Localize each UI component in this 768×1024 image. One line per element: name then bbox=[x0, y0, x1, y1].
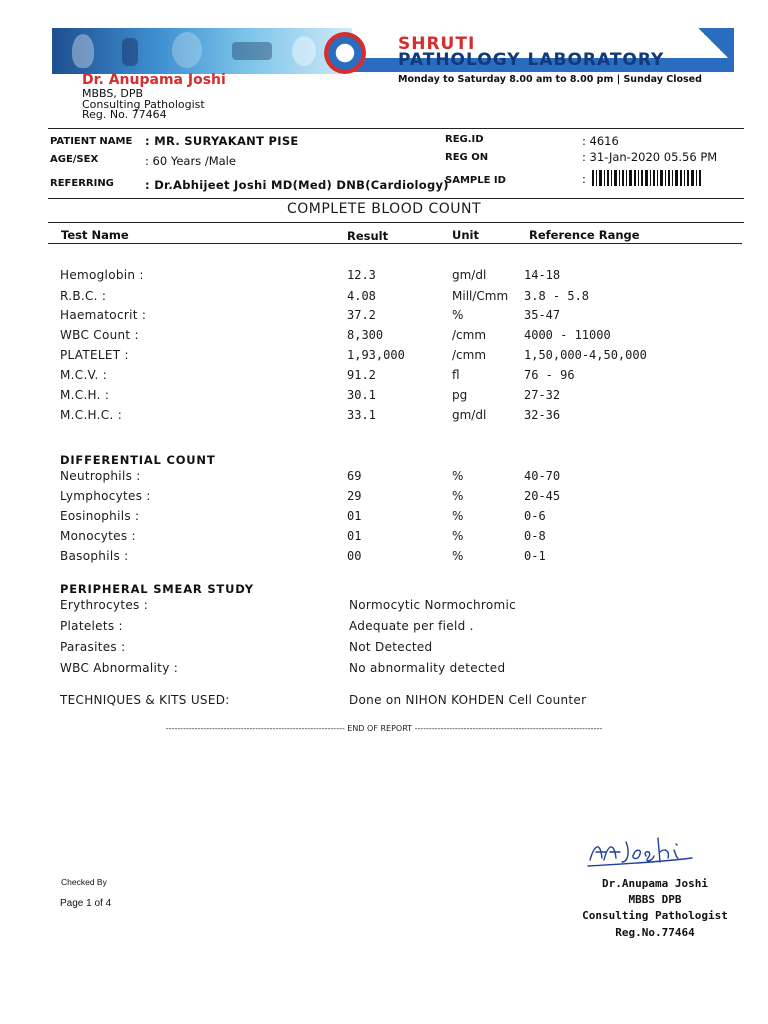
banner-corner bbox=[692, 28, 734, 58]
referring-doctor: : Dr.Abhijeet Joshi MD(Med) DNB(Cardiology) bbox=[145, 178, 449, 192]
end-of-report: -------------------------------------------------------------- END OF REPORT ----------------------------------------------------------------- bbox=[165, 724, 603, 733]
table-row: WBC Count : 8,300 /cmm 4000 - 11000 bbox=[60, 328, 611, 342]
cell-graphic bbox=[172, 32, 202, 68]
table-row: R.B.C. : 4.08 Mill/Cmm 3.8 - 5.8 bbox=[60, 289, 590, 303]
table-row: Eosinophils : 01 % 0-6 bbox=[60, 509, 546, 523]
reg-id-label: REG.ID bbox=[445, 134, 484, 145]
differential-count-title: DIFFERENTIAL COUNT bbox=[60, 453, 216, 467]
header-doctor-qual: MBBS, DPB bbox=[82, 87, 144, 100]
divider-mid bbox=[48, 198, 744, 199]
table-row: Haematocrit : 37.2 % 35-47 bbox=[60, 308, 561, 322]
lab-logo-icon bbox=[324, 32, 366, 74]
patient-name: : MR. SURYAKANT PISE bbox=[145, 134, 299, 148]
checked-by: Checked By bbox=[61, 877, 107, 887]
signatory-role: Consulting Pathologist bbox=[582, 909, 728, 922]
list-item: Parasites : Not Detected bbox=[60, 640, 433, 654]
report-title: COMPLETE BLOOD COUNT bbox=[286, 201, 482, 217]
header-doctor-role: Consulting Pathologist bbox=[82, 98, 205, 111]
barcode-icon bbox=[592, 170, 704, 192]
divider-header bbox=[48, 243, 742, 244]
table-row: Lymphocytes : 29 % 20-45 bbox=[60, 489, 561, 503]
techniques-row bbox=[0, 693, 768, 713]
reg-on-label: REG ON bbox=[445, 152, 489, 163]
divider-top bbox=[48, 128, 744, 129]
lab-name-line2: PATHOLOGY LABORATORY bbox=[398, 50, 665, 70]
lab-name-line1: SHRUTI bbox=[398, 34, 476, 54]
lab-header-banner bbox=[52, 28, 734, 120]
sample-id-label: SAMPLE ID bbox=[445, 175, 506, 186]
list-item: WBC Abnormality : No abnormality detected bbox=[60, 661, 506, 675]
techniques-value: Done on NIHON KOHDEN Cell Counter bbox=[349, 693, 587, 707]
reg-id: : 4616 bbox=[582, 134, 619, 148]
lab-timings: Monday to Saturday 8.00 am to 8.00 pm | Sunday Closed bbox=[398, 74, 702, 85]
col-reference-range: Reference Range bbox=[529, 228, 640, 242]
signatory-name: Dr.Anupama Joshi bbox=[602, 877, 708, 890]
col-result: Result bbox=[347, 229, 389, 243]
test-tube-graphic bbox=[122, 38, 138, 66]
signatory-qualification: MBBS DPB bbox=[628, 893, 682, 906]
referring-label: REFERRING bbox=[50, 178, 114, 189]
table-row: M.C.H. : 30.1 pg 27-32 bbox=[60, 388, 561, 402]
reg-on: : 31-Jan-2020 05.56 PM bbox=[582, 150, 718, 164]
techniques-label: TECHNIQUES & KITS USED: bbox=[60, 693, 230, 707]
page-number: Page 1 of 4 bbox=[60, 898, 112, 909]
divider-title bbox=[48, 222, 744, 223]
table-row: M.C.H.C. : 33.1 gm/dl 32-36 bbox=[60, 408, 561, 422]
signature-image bbox=[582, 828, 702, 872]
table-row: M.C.V. : 91.2 fl 76 - 96 bbox=[60, 368, 575, 382]
list-item: Erythrocytes : Normocytic Normochromic bbox=[60, 598, 517, 612]
banner-lab-images bbox=[52, 28, 352, 74]
col-test-name: Test Name bbox=[61, 228, 129, 242]
flask-graphic bbox=[72, 34, 94, 68]
table-row: Basophils : 00 % 0-1 bbox=[60, 549, 546, 563]
list-item: Platelets : Adequate per field . bbox=[60, 619, 474, 633]
signatory-reg: Reg.No.77464 bbox=[615, 926, 695, 939]
patient-name-label: PATIENT NAME bbox=[50, 136, 133, 147]
table-row: Neutrophils : 69 % 40-70 bbox=[60, 469, 561, 483]
microscope-graphic bbox=[232, 42, 272, 60]
beaker-graphic bbox=[292, 36, 316, 66]
table-row: Monocytes : 01 % 0-8 bbox=[60, 529, 546, 543]
age-sex-label: AGE/SEX bbox=[50, 154, 99, 165]
table-row: Hemoglobin : 12.3 gm/dl 14-18 bbox=[60, 268, 561, 282]
age-sex: : 60 Years /Male bbox=[145, 154, 236, 168]
header-doctor-name: Dr. Anupama Joshi bbox=[82, 72, 226, 88]
sample-id-colon: : bbox=[582, 172, 586, 186]
peripheral-smear-title: PERIPHERAL SMEAR STUDY bbox=[60, 582, 254, 596]
table-row: PLATELET : 1,93,000 /cmm 1,50,000-4,50,000 bbox=[60, 348, 647, 362]
header-doctor-reg: Reg. No. 77464 bbox=[82, 108, 167, 120]
col-unit: Unit bbox=[452, 228, 479, 242]
